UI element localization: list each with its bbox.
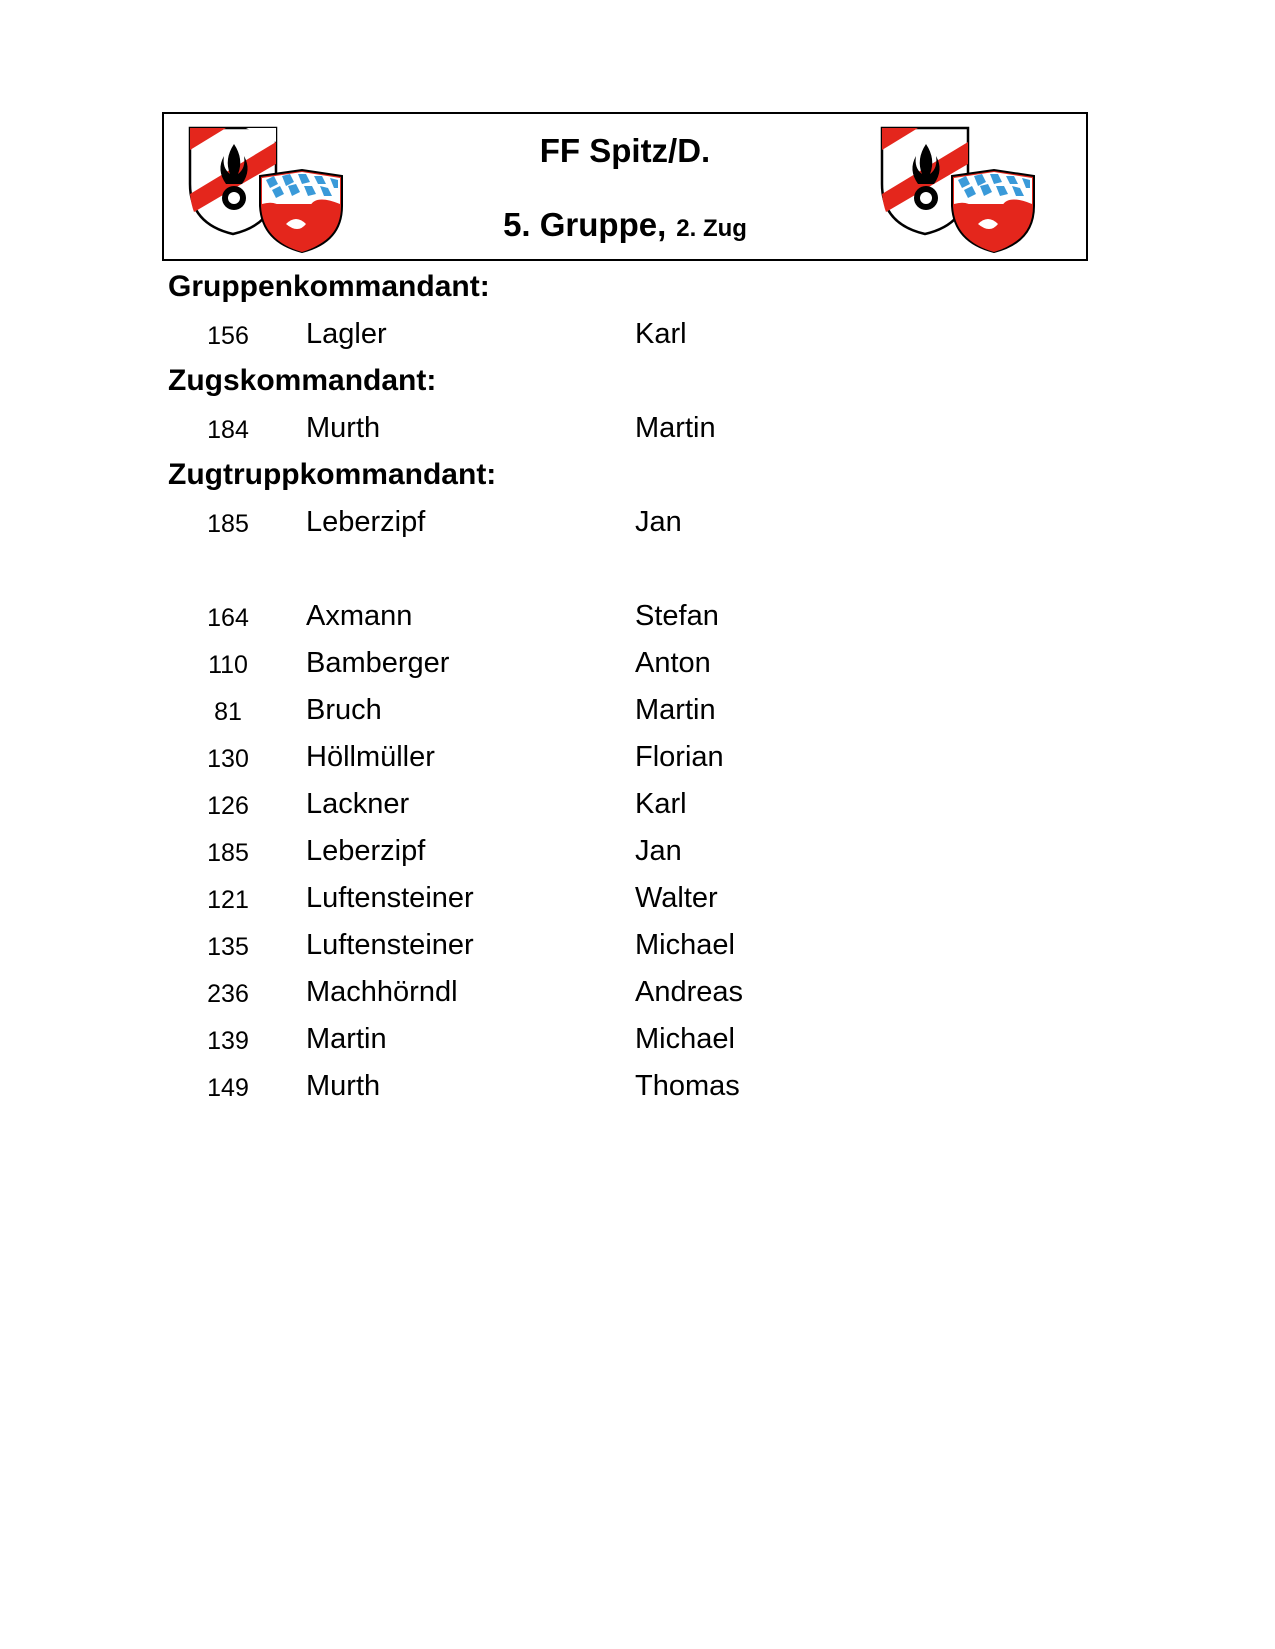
member-number: 185 [207,839,249,867]
member-last-name: Murth [306,1070,381,1102]
table-row [0,1070,1275,1110]
member-first-name: Karl [635,318,687,350]
member-last-name: Leberzipf [306,835,426,867]
table-row [0,929,1275,969]
member-number: 130 [207,745,249,773]
member-number: 81 [214,698,242,726]
table-row [0,835,1275,875]
member-last-name: Lackner [306,788,410,820]
table-row [0,741,1275,781]
table-row [0,600,1275,640]
member-first-name: Jan [635,506,682,538]
member-number: 110 [208,651,248,679]
coat-of-arms-right [878,124,1038,256]
member-first-name: Martin [635,694,716,726]
member-first-name: Florian [635,741,724,773]
table-row [0,788,1275,828]
member-last-name: Bamberger [306,647,450,679]
member-last-name: Murth [306,412,381,444]
fire-brigade-crest-icon [878,124,1038,256]
member-last-name: Leberzipf [306,506,426,538]
member-last-name: Luftensteiner [306,929,474,961]
member-number: 135 [207,933,249,961]
member-first-name: Andreas [635,976,744,1008]
member-first-name: Stefan [635,600,719,632]
member-last-name: Machhörndl [306,976,458,1008]
member-number: 149 [207,1074,249,1102]
member-first-name: Jan [635,835,682,867]
member-last-name: Axmann [306,600,413,632]
member-last-name: Bruch [306,694,382,726]
page-title: FF Spitz/D. [539,132,711,169]
member-number: 185 [207,510,249,538]
table-row [0,506,1275,546]
table-row [0,647,1275,687]
section-gruppenkommandant: Gruppenkommandant: [168,270,490,303]
table-row [0,882,1275,922]
member-last-name: Lagler [306,318,387,350]
member-first-name: Karl [635,788,687,820]
section-zugtruppkommandant: Zugtruppkommandant: [168,458,497,491]
table-row [0,694,1275,734]
member-number: 121 [207,886,249,914]
platoon-label: 2. Zug [676,215,747,242]
member-number: 236 [207,980,249,1008]
section-zugskommandant: Zugskommandant: [168,364,437,397]
member-first-name: Michael [635,929,735,961]
member-first-name: Walter [635,882,718,914]
member-number: 164 [207,604,249,632]
member-number: 126 [207,792,249,820]
table-row [0,1023,1275,1063]
member-last-name: Höllmüller [306,741,435,773]
member-number: 184 [207,416,249,444]
member-number: 156 [207,322,249,350]
member-last-name: Martin [306,1023,387,1055]
table-row [0,412,1275,452]
table-row [0,318,1275,358]
member-first-name: Michael [635,1023,735,1055]
member-first-name: Thomas [635,1070,740,1102]
member-number: 139 [207,1027,249,1055]
member-first-name: Anton [635,647,711,679]
header-box [162,112,1088,261]
member-last-name: Luftensteiner [306,882,474,914]
member-first-name: Martin [635,412,716,444]
table-row [0,976,1275,1016]
group-label: 5. Gruppe, [503,206,667,243]
